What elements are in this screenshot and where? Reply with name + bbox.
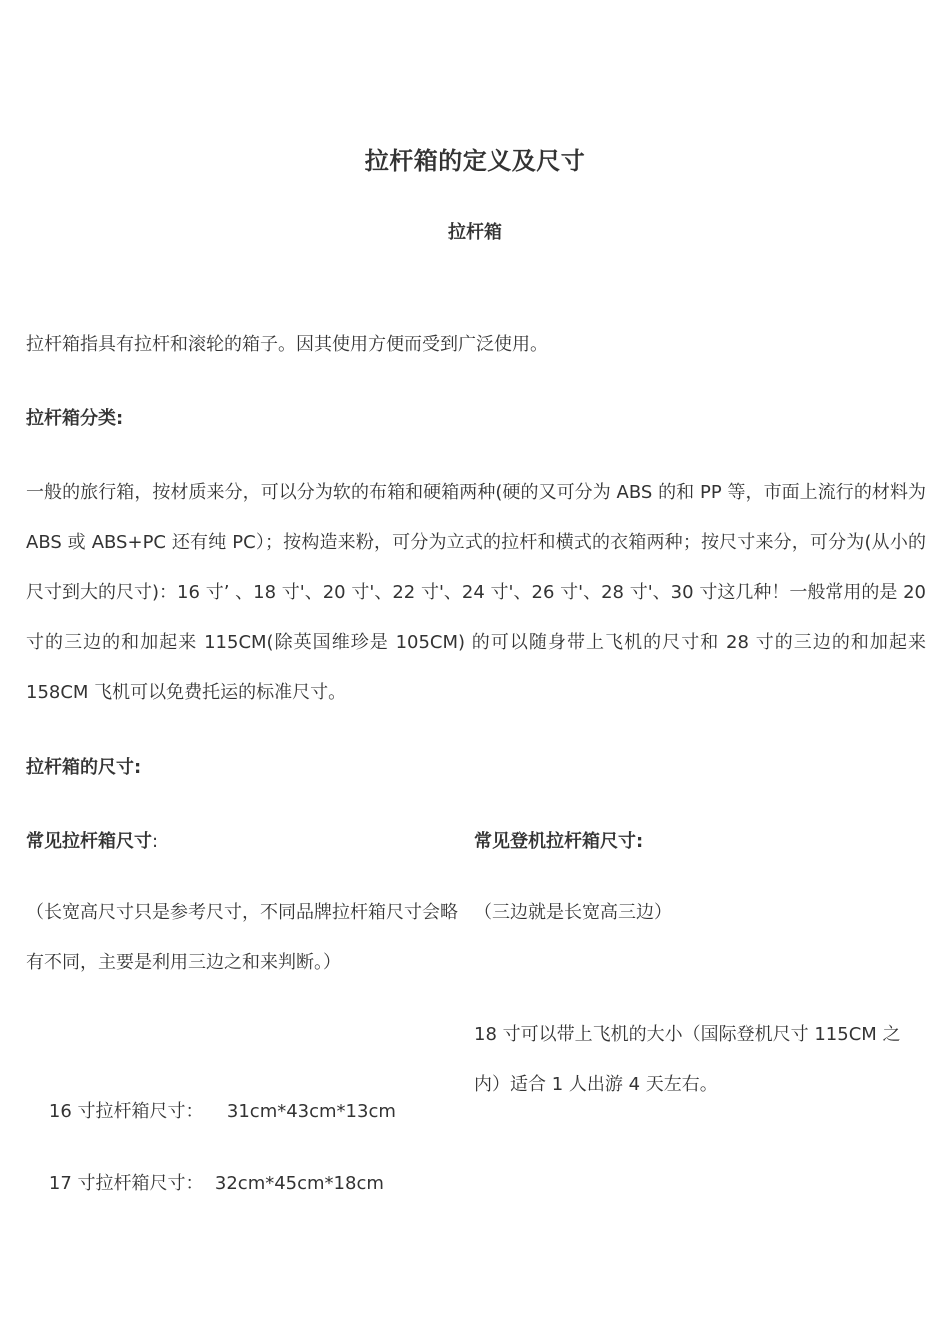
- size-row-16: [26, 1073, 396, 1151]
- boarding-sizes-description-line1: 18 寸可以带上飞机的大小（国际登机尺寸 115CM 之: [474, 1024, 901, 1045]
- boarding-sizes-description-line2: 内）适合 1 人出游 4 天左右。: [474, 1074, 718, 1095]
- size-row-label: 17 寸拉杆箱尺寸：: [48, 1173, 204, 1194]
- common-sizes-note-line2: 有不同，主要是利用三边之和来判断。）: [26, 952, 341, 973]
- intro-paragraph: 拉杆箱指具有拉杆和滚轮的箱子。因其使用方便而受到广泛使用。: [26, 334, 548, 355]
- classification-heading: 拉杆箱分类:: [26, 408, 124, 429]
- document-subtitle: 拉杆箱: [448, 222, 502, 243]
- size-row-label: 16 寸拉杆箱尺寸：: [48, 1101, 204, 1122]
- size-row-value: 32cm*45cm*18cm: [214, 1173, 384, 1194]
- boarding-sizes-heading: 常见登机拉杆箱尺寸:: [474, 831, 644, 852]
- classification-paragraph: 一般的旅行箱，按材质来分，可以分为软的布箱和硬箱两种(硬的又可分为 ABS 的和 PP 等，市面上流行的材料为 ABS 或 ABS+PC 还有纯 PC）；按构造来粉，可分为立式的拉杆和横式的衣箱两种；按尺寸来分，可分为(从小的尺寸到大的尺寸)：16 寸’ 、18 寸'、20 寸'、22 寸'、24 寸'、26 寸'、28 寸'、30 寸这几种！一般常用的是 20 寸的三边的和加起来 115CM(除英国维珍是 105CM) 的可以随身带上飞机的尺寸和 28 寸的三边的和加起来 158CM 飞机可以免费托运的标准尺寸。: [26, 482, 926, 703]
- common-sizes-heading-colon: :: [152, 831, 159, 852]
- size-row-value: 31cm*43cm*13cm: [226, 1101, 396, 1122]
- common-sizes-note: [26, 888, 476, 988]
- boarding-sizes-description: [474, 1010, 926, 1110]
- common-sizes-heading: [26, 829, 476, 855]
- common-sizes-note-line1: （长宽高尺寸只是参考尺寸，不同品牌拉杆箱尺寸会略: [26, 902, 458, 923]
- document-title: 拉杆箱的定义及尺寸: [364, 147, 586, 175]
- boarding-sizes-note: （三边就是长宽高三边）: [474, 902, 672, 923]
- size-row-17: [26, 1145, 384, 1223]
- common-sizes-heading-text: 常见拉杆箱尺寸: [26, 831, 152, 852]
- sizes-heading: 拉杆箱的尺寸:: [26, 757, 142, 778]
